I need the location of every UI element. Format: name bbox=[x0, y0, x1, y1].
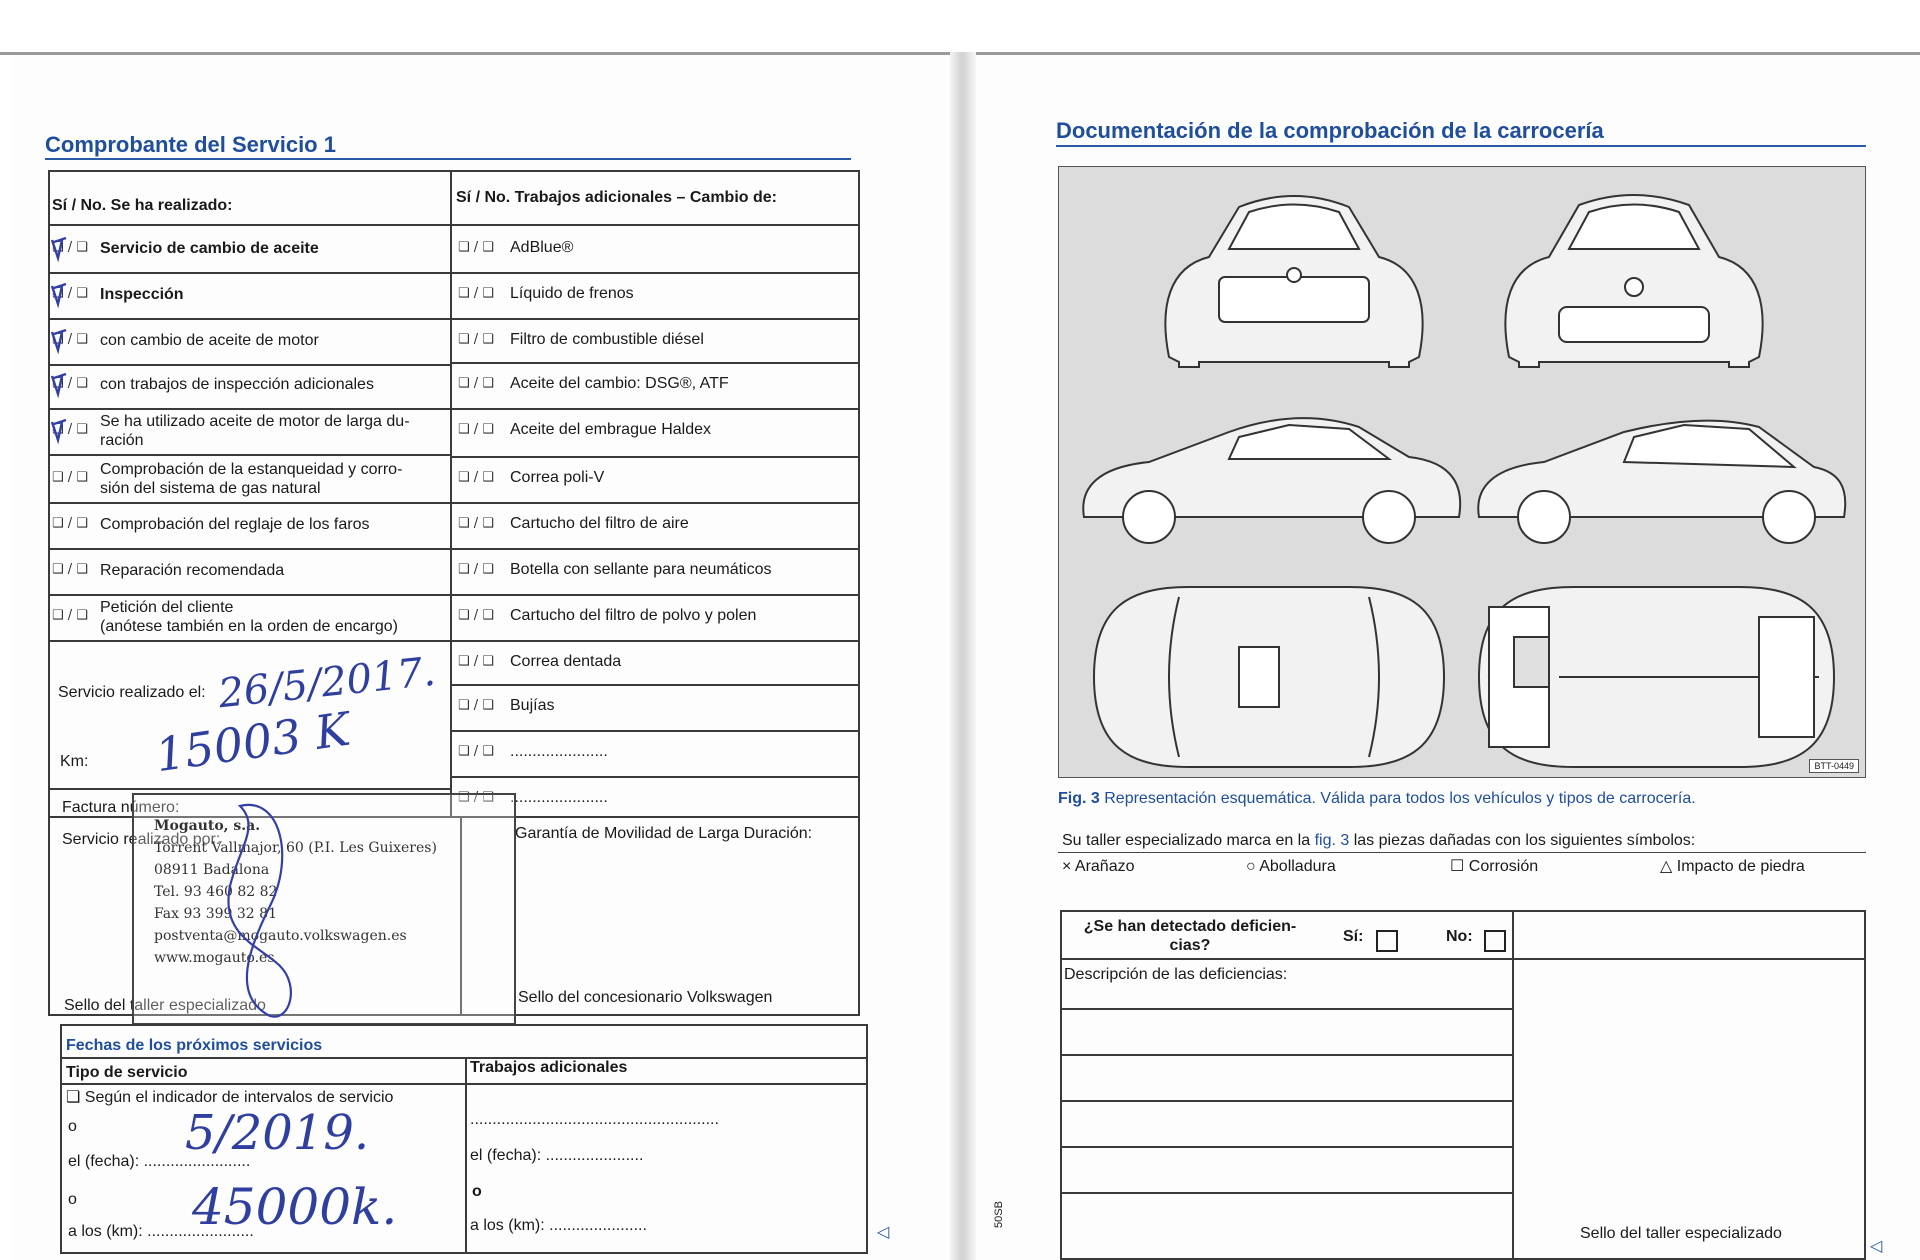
col1-header: Sí / No. Se ha realizado: bbox=[52, 197, 233, 214]
service-checkbox[interactable]: ❑ / ❑ bbox=[52, 608, 88, 623]
right-page-title: Documentación de la comprobación de la carrocería bbox=[1056, 118, 1604, 143]
additional-item-label: ...................... bbox=[510, 789, 608, 806]
figure-code: BTT-0449 bbox=[1809, 759, 1859, 773]
additional-checkbox[interactable]: ❑ / ❑ bbox=[458, 240, 494, 255]
figure-link[interactable]: fig. 3 bbox=[1314, 832, 1350, 849]
row-rule bbox=[48, 364, 452, 366]
additional-checkbox[interactable]: ❑ / ❑ bbox=[458, 562, 494, 577]
additional-checkbox[interactable]: ❑ / ❑ bbox=[458, 698, 494, 713]
right-title-rule bbox=[1056, 145, 1866, 147]
row-rule bbox=[450, 362, 860, 364]
service-item-label: con cambio de aceite de motor bbox=[100, 332, 319, 349]
row-rule bbox=[450, 548, 860, 550]
description-line bbox=[1060, 1192, 1514, 1194]
scan-top-edge bbox=[0, 0, 1920, 55]
next-km-handwritten: 45000k. bbox=[192, 1178, 398, 1236]
service-checkbox[interactable]: ❑ / ❑ bbox=[52, 332, 88, 347]
row-rule bbox=[450, 684, 860, 686]
row-rule bbox=[48, 640, 452, 642]
legend-rule bbox=[1058, 852, 1866, 853]
next-km-label: a los (km): ........................ bbox=[68, 1223, 254, 1240]
km-handwritten: 15003 K bbox=[152, 701, 354, 783]
car-drawings bbox=[1059, 167, 1865, 777]
stamp-line: Fax 93 399 32 81 bbox=[154, 906, 277, 922]
col-rule bbox=[465, 1057, 467, 1254]
table-divider bbox=[450, 170, 452, 816]
description-line bbox=[1060, 1100, 1514, 1102]
next-date-label: el (fecha): ........................ bbox=[68, 1153, 251, 1170]
question-line-2: cias? bbox=[1169, 937, 1211, 954]
service-item-label-line2: (anótese también en la orden de encargo) bbox=[100, 618, 398, 635]
no-label: No: bbox=[1446, 928, 1473, 945]
description-line bbox=[1060, 1054, 1514, 1056]
additional-checkbox[interactable]: ❑ / ❑ bbox=[458, 470, 494, 485]
page-title: Comprobante del Servicio 1 bbox=[45, 132, 336, 157]
additional-item-label: Correa dentada bbox=[510, 653, 622, 670]
or-text: o bbox=[68, 1118, 77, 1135]
right-page-marker: ◁ bbox=[1870, 1238, 1883, 1255]
additional-checkbox[interactable]: ❑ / ❑ bbox=[458, 744, 494, 759]
service-item-label: Inspección bbox=[100, 286, 184, 303]
service-item-label-line2: ración bbox=[100, 432, 144, 449]
service-item bbox=[100, 412, 410, 450]
service-item bbox=[100, 561, 284, 580]
service-item bbox=[100, 375, 374, 394]
figure-caption-label: Fig. 3 bbox=[1058, 790, 1100, 807]
deficiency-question bbox=[1070, 917, 1310, 955]
additional-checkbox[interactable]: ❑ / ❑ bbox=[458, 332, 494, 347]
description-label: Descripción de las deficiencias: bbox=[1064, 966, 1288, 983]
stamp-line: postventa@mogauto.volkswagen.es bbox=[154, 928, 407, 944]
service-checkbox[interactable]: ❑ / ❑ bbox=[52, 376, 88, 391]
yes-checkbox[interactable] bbox=[1376, 930, 1398, 952]
row-rule bbox=[450, 318, 860, 320]
row-rule bbox=[48, 548, 452, 550]
question-line-1: ¿Se han detectado deficien- bbox=[1083, 918, 1297, 935]
handwritten-tick bbox=[48, 280, 74, 310]
legend-stone-chip: △ Impacto de piedra bbox=[1660, 858, 1805, 875]
additional-item-label: Filtro de combustible diésel bbox=[510, 331, 704, 348]
service-item-label: Petición del cliente bbox=[100, 599, 234, 616]
service-checkbox[interactable]: ❑ / ❑ bbox=[52, 240, 88, 255]
service-checkbox[interactable]: ❑ / ❑ bbox=[52, 562, 88, 577]
additional-item-label: Bujías bbox=[510, 697, 555, 714]
legend-dent: ○ Abolladura bbox=[1246, 858, 1336, 875]
service-item bbox=[100, 515, 369, 534]
workshop-stamp-label: Sello del taller especializado bbox=[64, 997, 266, 1014]
service-item-label-line2: sión del sistema de gas natural bbox=[100, 480, 321, 497]
row-rule bbox=[48, 594, 452, 596]
row-rule bbox=[450, 456, 860, 458]
handwritten-tick bbox=[48, 326, 74, 356]
additional-checkbox[interactable]: ❑ / ❑ bbox=[458, 654, 494, 669]
stamp-line: Mogauto, s.a. bbox=[154, 818, 261, 834]
no-checkbox[interactable] bbox=[1484, 930, 1506, 952]
car-schematic-figure bbox=[1058, 166, 1866, 778]
row-rule bbox=[48, 408, 452, 410]
row-rule bbox=[1060, 958, 1866, 960]
col-rule bbox=[1512, 910, 1514, 1260]
or-text-2: o bbox=[68, 1191, 77, 1208]
row-rule bbox=[48, 272, 452, 274]
additional-checkbox[interactable]: ❑ / ❑ bbox=[458, 376, 494, 391]
row-rule bbox=[450, 502, 860, 504]
deficiency-table bbox=[1060, 910, 1866, 1260]
row-rule bbox=[48, 788, 452, 790]
additional-item-label: Botella con sellante para neumáticos bbox=[510, 561, 772, 578]
service-item-label: con trabajos de inspección adicionales bbox=[100, 376, 374, 393]
row-rule bbox=[450, 640, 860, 642]
col2-header: Sí / No. Trabajos adicionales – Cambio de: bbox=[456, 189, 777, 206]
service-type-header: Tipo de servicio bbox=[66, 1064, 188, 1081]
description-line bbox=[1060, 1008, 1514, 1010]
next-km-label-2: a los (km): ...................... bbox=[470, 1217, 647, 1234]
or-text-3: o bbox=[472, 1183, 482, 1200]
additional-item-label: Cartucho del filtro de polvo y polen bbox=[510, 607, 757, 624]
next-services-title: Fechas de los próximos servicios bbox=[66, 1037, 323, 1054]
service-checkbox[interactable]: ❑ / ❑ bbox=[52, 422, 88, 437]
service-date-label: Servicio realizado el: bbox=[58, 684, 206, 701]
marking-text: Su taller especializado marca en la bbox=[1062, 832, 1315, 849]
yes-label: Sí: bbox=[1343, 928, 1364, 945]
dealer-stamp bbox=[132, 793, 516, 1025]
additional-item-label: Aceite del embrague Haldex bbox=[510, 421, 712, 438]
service-item bbox=[100, 331, 319, 350]
legend-scratch: × Arañazo bbox=[1062, 858, 1135, 875]
figure-caption-text: Representación esquemática. Válida para todos los vehículos y tipos de carrocería. bbox=[1104, 790, 1696, 807]
handwritten-tick bbox=[48, 416, 74, 446]
handwritten-tick bbox=[48, 234, 74, 264]
title-rule bbox=[45, 158, 851, 160]
stamp-line: 08911 Badalona bbox=[154, 862, 270, 878]
row-rule bbox=[450, 594, 860, 596]
service-date-handwritten: 26/5/2017. bbox=[216, 648, 438, 718]
performed-by-label: Servicio realizado por: bbox=[62, 831, 221, 848]
stamp-line: Tel. 93 460 82 82 bbox=[154, 884, 278, 900]
interval-option[interactable]: ❑ Según el indicador de intervalos de servicio bbox=[66, 1089, 394, 1106]
additional-checkbox[interactable]: ❑ / ❑ bbox=[458, 422, 494, 437]
service-item bbox=[100, 239, 319, 258]
service-item-label: Reparación recomendada bbox=[100, 562, 285, 579]
additional-checkbox[interactable]: ❑ / ❑ bbox=[458, 516, 494, 531]
service-checkbox[interactable]: ❑ / ❑ bbox=[52, 470, 88, 485]
km-label: Km: bbox=[60, 753, 89, 770]
stamp-line: www.mogauto.es bbox=[154, 950, 275, 966]
additional-dots: ........................................................ bbox=[470, 1111, 719, 1128]
row-rule bbox=[48, 454, 452, 456]
stamp-line: Torrent Vallmajor, 60 (P.I. Les Guixeres) bbox=[154, 840, 437, 856]
next-date-label-2: el (fecha): ...................... bbox=[470, 1147, 644, 1164]
invoice-label: Factura número: bbox=[62, 799, 180, 816]
next-date-handwritten: 5/2019. bbox=[185, 1105, 370, 1161]
gutter-code: 50SB bbox=[993, 1201, 1005, 1228]
service-item-label: Comprobación de la estanqueidad y corro- bbox=[100, 461, 403, 478]
right-stamp-label: Sello del taller especializado bbox=[1580, 1225, 1782, 1242]
additional-checkbox[interactable]: ❑ / ❑ bbox=[458, 608, 494, 623]
additional-item-label: Líquido de frenos bbox=[510, 285, 634, 302]
service-item bbox=[100, 460, 402, 498]
service-item-label: Comprobación del reglaje de los faros bbox=[100, 516, 370, 533]
left-page-marker: ◁ bbox=[877, 1224, 890, 1241]
service-item bbox=[100, 285, 184, 304]
service-checkbox[interactable]: ❑ / ❑ bbox=[52, 286, 88, 301]
signature bbox=[200, 796, 310, 1026]
header-rule bbox=[48, 224, 860, 226]
description-line bbox=[1060, 1146, 1514, 1148]
additional-item-label: Aceite del cambio: DSG®, ATF bbox=[510, 375, 729, 392]
marking-instructions bbox=[1062, 832, 1695, 850]
row-rule bbox=[60, 1057, 868, 1059]
service-item bbox=[100, 598, 398, 636]
additional-item-label: Correa poli-V bbox=[510, 469, 605, 486]
legend-corrosion: ☐ Corrosión bbox=[1450, 858, 1539, 875]
book-gutter bbox=[950, 52, 976, 1260]
additional-item-label: AdBlue® bbox=[510, 239, 574, 256]
service-item-label: Se ha utilizado aceite de motor de larga du- bbox=[100, 413, 410, 430]
row-rule bbox=[450, 408, 860, 410]
warranty-label: Garantía de Movilidad de Larga Duración: bbox=[515, 825, 813, 842]
handwritten-tick bbox=[48, 370, 74, 400]
marking-text-end: las piezas dañadas con los siguientes símbolos: bbox=[1349, 832, 1696, 849]
row-rule bbox=[60, 1083, 868, 1085]
row-rule bbox=[450, 272, 860, 274]
service-item-label: Servicio de cambio de aceite bbox=[100, 240, 319, 257]
additional-checkbox[interactable]: ❑ / ❑ bbox=[458, 286, 494, 301]
additional-item-label: ...................... bbox=[510, 743, 608, 760]
additional-work-header: Trabajos adicionales bbox=[470, 1059, 628, 1076]
row-rule bbox=[48, 502, 452, 504]
dealer-stamp-label: Sello del concesionario Volkswagen bbox=[518, 989, 773, 1006]
row-rule bbox=[450, 776, 860, 778]
additional-checkbox[interactable]: ❑ / ❑ bbox=[458, 790, 494, 805]
service-checkbox[interactable]: ❑ / ❑ bbox=[52, 516, 88, 531]
row-rule bbox=[48, 318, 452, 320]
additional-item-label: Cartucho del filtro de aire bbox=[510, 515, 689, 532]
row-rule bbox=[450, 730, 860, 732]
